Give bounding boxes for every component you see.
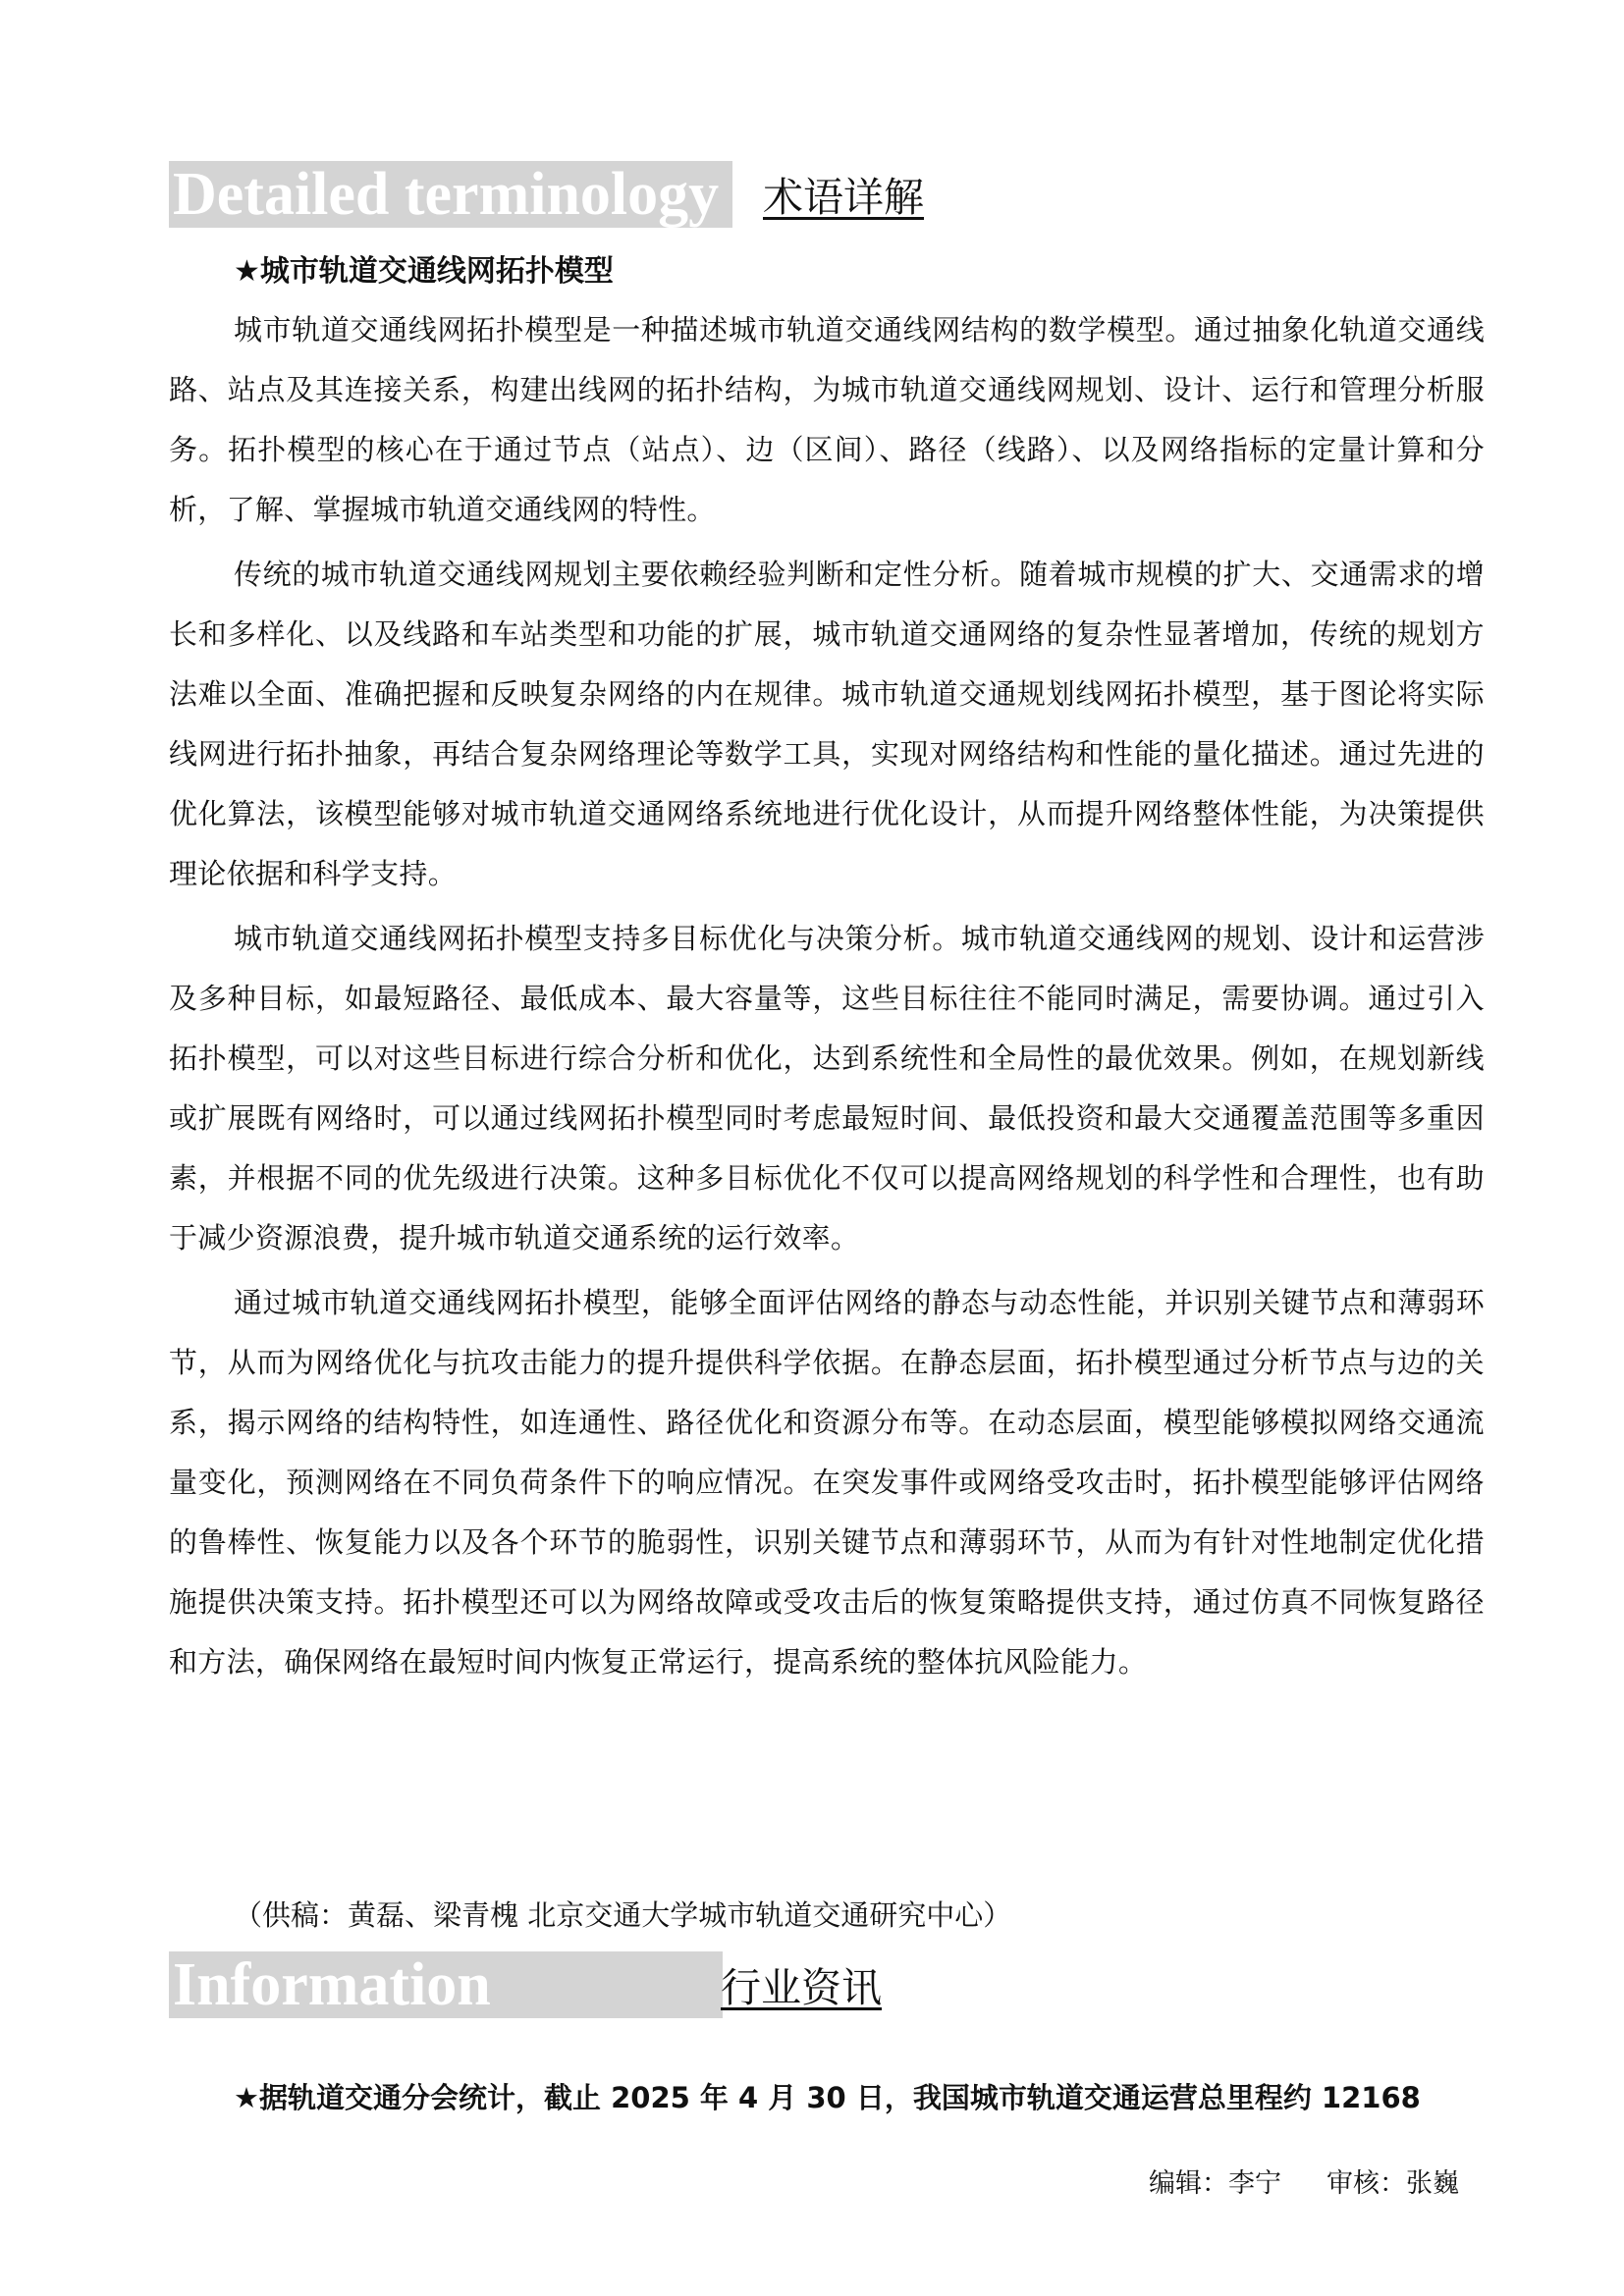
- article-paragraph: 城市轨道交通线网拓扑模型是一种描述城市轨道交通线网结构的数学模型。通过抽象化轨道交通线路、站点及其连接关系，构建出线网的拓扑结构，为城市轨道交通线网规划、设计、运行和管理分析服务。拓扑模型的核心在于通过节点（站点）、边（区间）、路径（线路）、以及网络指标的定量计算和分析，了解、掌握城市轨道交通线网的特性。: [169, 313, 1485, 526]
- article-paragraph: 城市轨道交通线网拓扑模型支持多目标优化与决策分析。城市轨道交通线网的规划、设计和运营涉及多种目标，如最短路径、最低成本、最大容量等，这些目标往往不能同时满足，需要协调。通过引入拓扑模型，可以对这些目标进行综合分析和优化，达到系统性和全局性的最优效果。例如，在规划新线或扩展既有网络时，可以通过线网拓扑模型同时考虑最短时间、最低投资和最大交通覆盖范围等多重因素，并根据不同的优先级进行决策。这种多目标优化不仅可以提高网络规划的科学性和合理性，也有助于减少资源浪费，提升城市轨道交通系统的运行效率。: [169, 922, 1485, 1255]
- article-body: [169, 300, 1485, 1697]
- terminology-banner-english: Detailed terminology: [173, 161, 720, 228]
- terminology-section-banner: [169, 161, 732, 228]
- information-section-banner: [169, 1951, 723, 2018]
- contributor-credit: （供稿：黄磊、梁青槐 北京交通大学城市轨道交通研究中心）: [234, 1898, 1012, 1932]
- reviewer-credit: 审核：张巍: [1326, 2168, 1459, 2199]
- information-banner-english: Information: [173, 1951, 491, 2018]
- information-banner-chinese: 行业资讯: [721, 1964, 882, 2011]
- article-title: ★城市轨道交通线网拓扑模型: [234, 254, 614, 289]
- page-footer: [1149, 2164, 1459, 2204]
- article-paragraph: 传统的城市轨道交通线网规划主要依赖经验判断和定性分析。随着城市规模的扩大、交通需求的增长和多样化、以及线路和车站类型和功能的扩展，城市轨道交通网络的复杂性显著增加，传统的规划方法难以全面、准确把握和反映复杂网络的内在规律。城市轨道交通规划线网拓扑模型，基于图论将实际线网进行拓扑抽象，再结合复杂网络理论等数学工具，实现对网络结构和性能的量化描述。通过先进的优化算法，该模型能够对城市轨道交通网络系统地进行优化设计，从而提升网络整体性能，为决策提供理论依据和科学支持。: [169, 558, 1485, 890]
- editor-credit: 编辑：李宁: [1149, 2168, 1281, 2199]
- news-headline: ★据轨道交通分会统计，截止 2025 年 4 月 30 日，我国城市轨道交通运营总里程约 12168: [234, 2081, 1421, 2114]
- terminology-banner-chinese: 术语详解: [763, 174, 924, 221]
- article-paragraph: 通过城市轨道交通线网拓扑模型，能够全面评估网络的静态与动态性能，并识别关键节点和薄弱环节，从而为网络优化与抗攻击能力的提升提供科学依据。在静态层面，拓扑模型通过分析节点与边的关系，揭示网络的结构特性，如连通性、路径优化和资源分布等。在动态层面，模型能够模拟网络交通流量变化，预测网络在不同负荷条件下的响应情况。在突发事件或网络受攻击时，拓扑模型能够评估网络的鲁棒性、恢复能力以及各个环节的脆弱性，识别关键节点和薄弱环节，从而为有针对性地制定优化措施提供决策支持。拓扑模型还可以为网络故障或受攻击后的恢复策略提供支持，通过仿真不同恢复路径和方法，确保网络在最短时间内恢复正常运行，提高系统的整体抗风险能力。: [169, 1286, 1485, 1679]
